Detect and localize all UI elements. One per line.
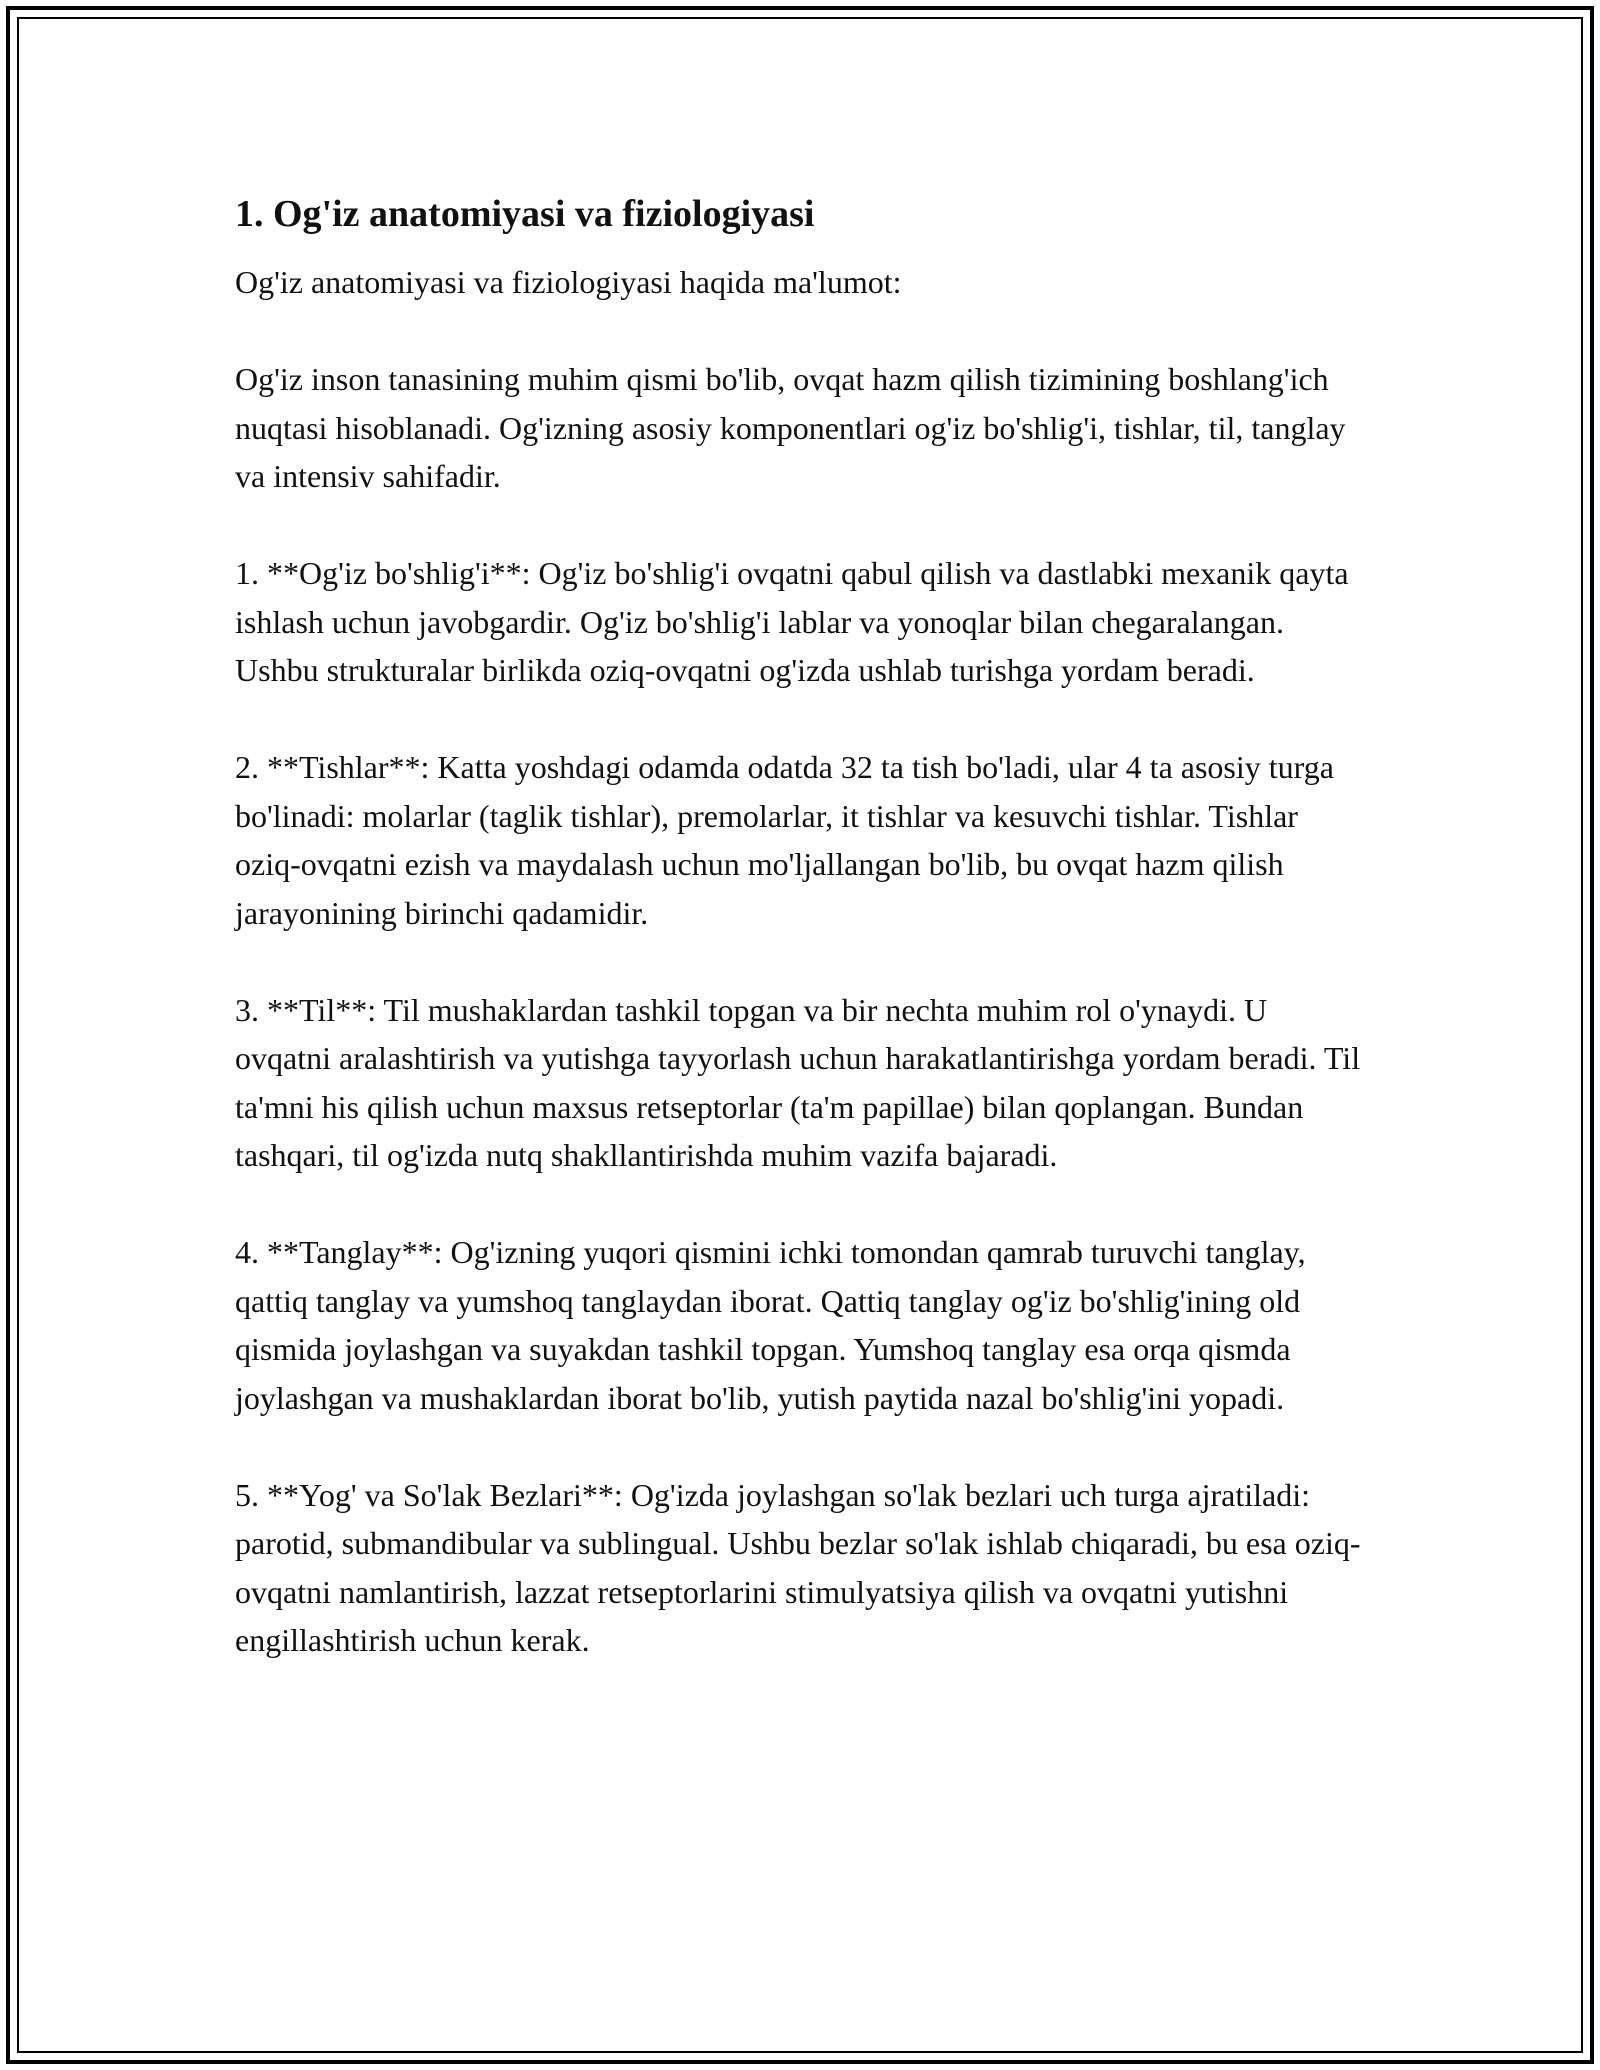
list-item-teeth: 2. **Tishlar**: Katta yoshdagi odamda odatda 32 ta tish bo'ladi, ular 4 ta asosiy turga bo'linadi: molarlar (taglik tishlar), premolarlar, it tishlar va kesuvchi tishlar. Tishlar oziq-ovqatni ezish va maydalash uchun mo'ljallangan bo'lib, bu ovqat hazm qilish jarayonining birinchi qadamidir.	[235, 749, 1334, 931]
list-item-salivary-glands: 5. **Yog' va So'lak Bezlari**: Og'izda joylashgan so'lak bezlari uch turga ajratiladi: parotid, submandibular va sublingual. Ushbu bezlar so'lak ishlab chiqaradi, bu esa oziq-ovqatni namlantirish, lazzat retseptorlarini stimulyatsiya qilish va ovqatni yutishni engillashtirish uchun kerak.	[235, 1476, 1361, 1658]
list-item-oral-cavity: 1. **Og'iz bo'shlig'i**: Og'iz bo'shlig'i ovqatni qabul qilish va dastlabki mexanik qayta ishlash uchun javobgardir. Og'iz bo'shlig'i lablar va yonoqlar bilan chegaralangan. Ushbu strukturalar birlikda oziq-ovqatni og'izda ushlab turishga yordam beradi.	[235, 555, 1349, 688]
document-title: 1. Og'iz anatomiyasi va fiziologiyasi	[235, 193, 815, 235]
list-item-tongue: 3. **Til**: Til mushaklardan tashkil topgan va bir nechta muhim rol o'ynaydi. U ovqatni aralashtirish va yutishga tayyorlash uchun harakatlantirishga yordam beradi. Til ta'mni his qilish uchun maxsus retseptorlar (ta'm papillae) bilan qoplangan. Bundan tashqari, til og'izda nutq shakllantirishda muhim vazifa bajaradi.	[235, 991, 1361, 1173]
list-item-palate: 4. **Tanglay**: Og'izning yuqori qismini ichki tomondan qamrab turuvchi tanglay, qattiq tanglay va yumshoq tanglaydan iborat. Qattiq tanglay og'iz bo'shlig'ining old qismida joylashgan va suyakdan tashkil topgan. Yumshoq tanglay esa orqa qismda joylashgan va mushaklardan iborat bo'lib, yutish paytida nazal bo'shlig'ini yopadi.	[235, 1234, 1306, 1416]
overview-paragraph: Og'iz inson tanasining muhim qismi bo'lib, ovqat hazm qilish tizimining boshlang'ich nuqtasi hisoblanadi. Og'izning asosiy komponentlari og'iz bo'shlig'i, tishlar, til, tanglay va intensiv sahifadir.	[235, 361, 1346, 494]
intro-paragraph: Og'iz anatomiyasi va fiziologiyasi haqida ma'lumot:	[235, 264, 902, 300]
document-body	[235, 186, 1365, 1713]
